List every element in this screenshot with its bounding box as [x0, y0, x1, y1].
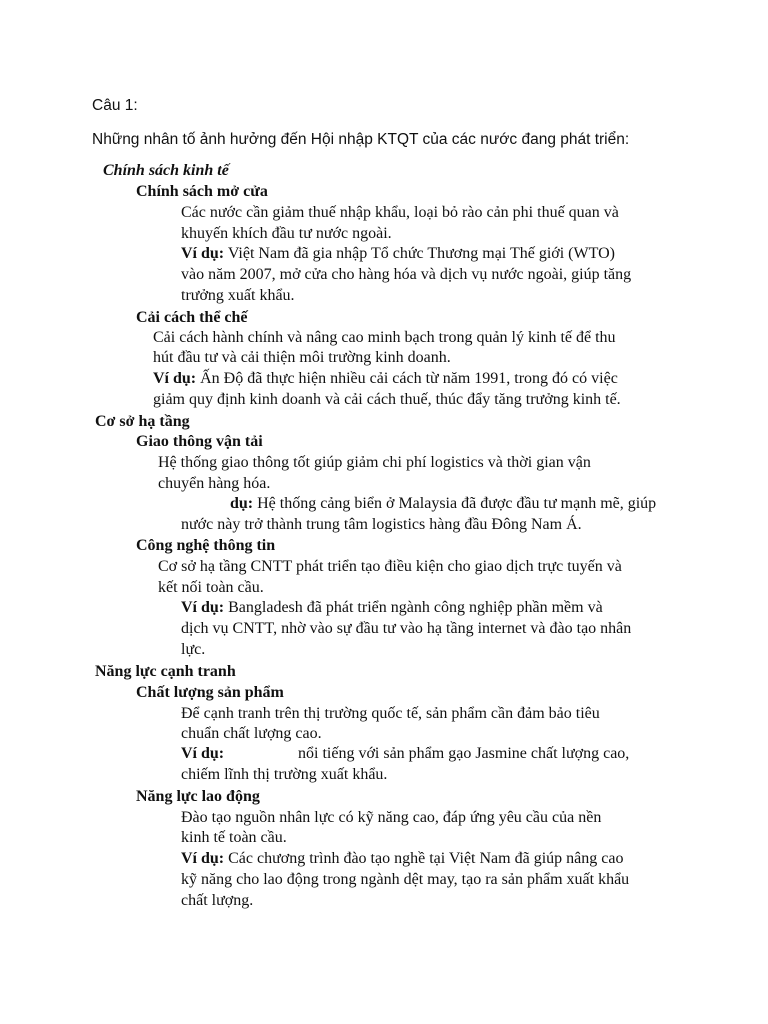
- example-label: Ví dụ:: [181, 745, 225, 762]
- example-label: Ví dụ:: [153, 370, 197, 387]
- paragraph-line: chuẩn chất lượng cao.: [181, 725, 322, 742]
- example-text: Các chương trình đào tạo nghề tại Việt Nam đã giúp nâng cao: [224, 850, 624, 867]
- example-line: chiếm lĩnh thị trường xuất khẩu.: [181, 766, 388, 783]
- example-text: Việt Nam đã gia nhập Tổ chức Thương mại Thế giới (WTO): [224, 245, 615, 262]
- example-text: nổi tiếng với sản phẩm gạo Jasmine chất lượng cao,: [298, 745, 630, 762]
- section-heading-infrastructure: Cơ sở hạ tầng: [95, 413, 190, 430]
- example-text: Ấn Độ đã thực hiện nhiều cải cách từ năm 1991, trong đó có việc: [196, 370, 618, 387]
- example-line: lực.: [181, 641, 206, 658]
- example-line: [181, 246, 615, 262]
- paragraph-line: Hệ thống giao thông tốt giúp giảm chi phí logistics và thời gian vận: [158, 454, 591, 471]
- example-line: giảm quy định kinh doanh và cải cách thuế, thúc đẩy tăng trưởng kinh tế.: [153, 391, 621, 408]
- example-line: [181, 600, 603, 616]
- example-line: kỹ năng cho lao động trong ngành dệt may, tạo ra sản phẩm xuất khẩu: [181, 871, 630, 888]
- subheading-transport: Giao thông vận tải: [136, 433, 263, 450]
- example-line: dịch vụ CNTT, nhờ vào sự đầu tư vào hạ tầng internet và đào tạo nhân: [181, 620, 632, 637]
- example-line: [181, 851, 623, 867]
- subheading-product-quality: Chất lượng sản phẩm: [136, 684, 284, 701]
- paragraph-line: chuyển hàng hóa.: [158, 475, 271, 492]
- example-line: [153, 371, 618, 387]
- paragraph-line: hút đầu tư và cải thiện môi trường kinh doanh.: [153, 349, 451, 366]
- question-label: Câu 1:: [92, 97, 138, 114]
- example-line: trưởng xuất khẩu.: [181, 287, 295, 304]
- subheading-open-door-policy: Chính sách mở cửa: [136, 183, 268, 200]
- subheading-institutional-reform: Cải cách thể chế: [136, 309, 248, 326]
- subheading-information-technology: Công nghệ thông tin: [136, 537, 276, 554]
- example-line: chất lượng.: [181, 892, 254, 909]
- subheading-labor-capacity: Năng lực lao động: [136, 788, 260, 805]
- paragraph-line: Các nước cần giảm thuế nhập khẩu, loại bỏ rào cản phi thuế quan và: [181, 204, 619, 221]
- example-label: dụ:: [230, 495, 254, 512]
- example-line: nước này trở thành trung tâm logistics hàng đầu Đông Nam Á.: [181, 516, 582, 533]
- paragraph-line: Cải cách hành chính và nâng cao minh bạch trong quản lý kinh tế để thu: [153, 329, 616, 346]
- section-heading-economic-policy: Chính sách kinh tế: [103, 162, 229, 179]
- example-text: Hệ thống cảng biển ở Malaysia đã được đầu tư mạnh mẽ, giúp: [253, 495, 657, 512]
- example-text: Bangladesh đã phát triển ngành công nghiệp phần mềm và: [224, 599, 603, 616]
- intro-line: Những nhân tố ảnh hưởng đến Hội nhập KTQT của các nước đang phát triển:: [92, 131, 630, 148]
- paragraph-line: Đào tạo nguồn nhân lực có kỹ năng cao, đáp ứng yêu cầu của nền: [181, 809, 602, 826]
- paragraph-line: kinh tế toàn cầu.: [181, 829, 287, 846]
- example-label: Ví dụ:: [181, 850, 225, 867]
- example-line: [230, 496, 656, 512]
- example-label: Ví dụ:: [181, 599, 225, 616]
- example-label: Ví dụ:: [181, 245, 225, 262]
- example-line: vào năm 2007, mở cửa cho hàng hóa và dịch vụ nước ngoài, giúp tăng: [181, 266, 632, 283]
- paragraph-line: khuyến khích đầu tư nước ngoài.: [181, 225, 392, 242]
- section-heading-competitiveness: Năng lực cạnh tranh: [95, 663, 236, 680]
- paragraph-line: kết nối toàn cầu.: [158, 579, 264, 596]
- paragraph-line: Để cạnh tranh trên thị trường quốc tế, sản phẩm cần đảm bảo tiêu: [181, 705, 600, 722]
- paragraph-line: Cơ sở hạ tầng CNTT phát triển tạo điều kiện cho giao dịch trực tuyến và: [158, 558, 622, 575]
